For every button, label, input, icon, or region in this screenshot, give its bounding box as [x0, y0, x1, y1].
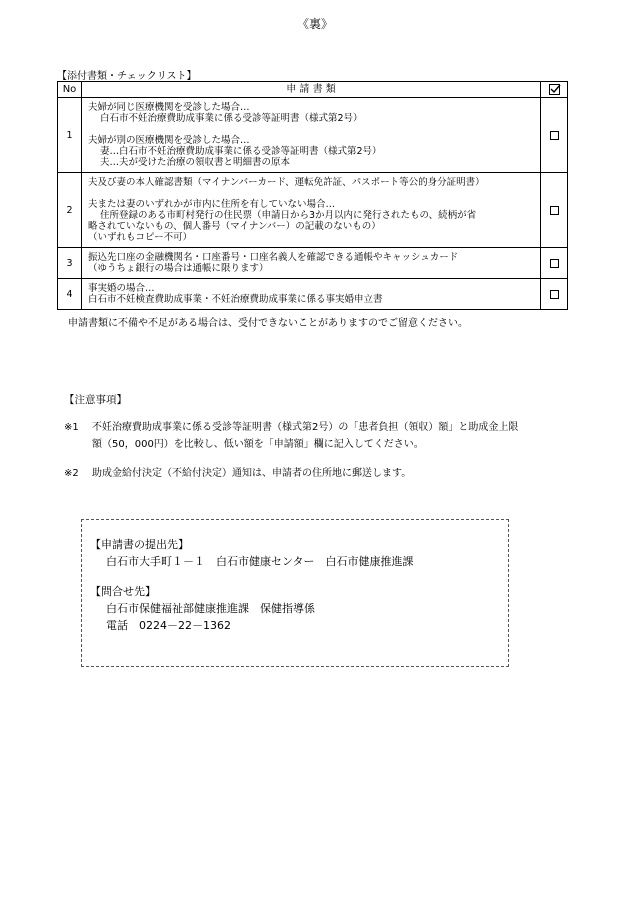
checkbox-icon[interactable] — [550, 290, 559, 299]
contact-box — [81, 519, 509, 667]
document-line: 住所登録のある市町村発行の住民票（申請日から3か月以内に発行されたもの、続柄が省 — [100, 210, 477, 221]
page-title: 《裏》 — [296, 17, 333, 31]
document-line: 夫婦が同じ医療機関を受診した場合… — [88, 102, 250, 113]
checkbox-icon[interactable] — [550, 259, 559, 268]
document-line: 略されていないもの、個人番号（マイナンバー）の記載のないもの） — [88, 221, 381, 232]
table-row — [58, 248, 568, 279]
document-line: 白石市不妊検査費助成事業・不妊治療費助成事業に係る事実婚申立書 — [88, 294, 383, 305]
table-row — [58, 279, 568, 310]
document-line: 夫または妻のいずれかが市内に住所を有していない場合… — [88, 199, 336, 210]
checklist-table — [57, 81, 568, 310]
checkbox-icon[interactable] — [550, 206, 559, 215]
document-line: 振込先口座の金融機関名・口座番号・口座名義人を確認できる通帳やキャッシュカード — [88, 252, 459, 263]
check-cell — [541, 173, 568, 248]
row-number: 1 — [58, 98, 82, 173]
inquiry-dept: 白石市保健福祉部健康推進課 保健指導係 — [106, 602, 315, 615]
check-cell — [541, 98, 568, 173]
inquiry-heading: 【問合せ先】 — [90, 585, 156, 598]
document-line: 事実婚の場合… — [88, 283, 155, 294]
line-spacer — [88, 188, 536, 199]
row-number: 2 — [58, 173, 82, 248]
required-documents-cell — [82, 173, 541, 248]
document-line: （ゆうちょ銀行の場合は通帳に限ります） — [88, 263, 269, 274]
caution-text-line: 助成金給付決定（不給付決定）通知は、申請者の住所地に郵送します。 — [92, 468, 412, 479]
check-cell — [541, 279, 568, 310]
row-number: 3 — [58, 248, 82, 279]
checkmark-box-icon — [549, 84, 560, 95]
required-documents-cell — [82, 248, 541, 279]
caution-text-line: 不妊治療費助成事業に係る受診等証明書（様式第2号）の「患者負担（領収）額」と助成金上限 — [92, 422, 519, 433]
document-line: 白石市不妊治療費助成事業に係る受診等証明書（様式第2号） — [100, 113, 363, 124]
caution-text-line: 額（50，000円）を比較し、低い額を「申請額」欄に記入してください。 — [92, 439, 424, 450]
table-row — [58, 98, 568, 173]
caution-item — [64, 419, 574, 453]
required-documents-cell — [82, 279, 541, 310]
line-spacer — [88, 124, 536, 135]
caution-mark: ※1 — [64, 422, 79, 433]
document-line: 妻…白石市不妊治療費助成事業に係る受診等証明書（様式第2号） — [100, 146, 382, 157]
cautions-list — [64, 419, 574, 482]
required-documents-cell — [82, 98, 541, 173]
inquiry-phone: 電話 0224－22－1362 — [106, 619, 231, 632]
header-docs: 申 請 書 類 — [82, 82, 541, 98]
document-line: （いずれもコピー不可） — [88, 232, 193, 243]
caution-item — [64, 465, 574, 482]
document-line: 夫及び妻の本人確認書類（マイナンバーカード、運転免許証、パスポート等公的身分証明書） — [88, 177, 485, 188]
table-row — [58, 173, 568, 248]
cautions-heading: 【注意事項】 — [64, 394, 127, 406]
checklist-heading: 【添付書類・チェックリスト】 — [57, 71, 197, 82]
document-line: 夫婦が別の医療機関を受診した場合… — [88, 135, 250, 146]
caution-mark: ※2 — [64, 468, 79, 479]
table-note: 申請書類に不備や不足がある場合は、受付できないことがありますのでご留意ください。 — [68, 318, 468, 329]
submit-address: 白石市大手町１－１ 白石市健康センター 白石市健康推進課 — [106, 555, 414, 568]
check-cell — [541, 248, 568, 279]
document-line: 夫…夫が受けた治療の領収書と明細書の原本 — [100, 157, 291, 168]
submit-heading: 【申請書の提出先】 — [90, 538, 189, 551]
checkbox-icon[interactable] — [550, 131, 559, 140]
table-header-row — [58, 82, 568, 98]
header-check — [541, 82, 568, 98]
header-no: No — [58, 82, 82, 98]
row-number: 4 — [58, 279, 82, 310]
